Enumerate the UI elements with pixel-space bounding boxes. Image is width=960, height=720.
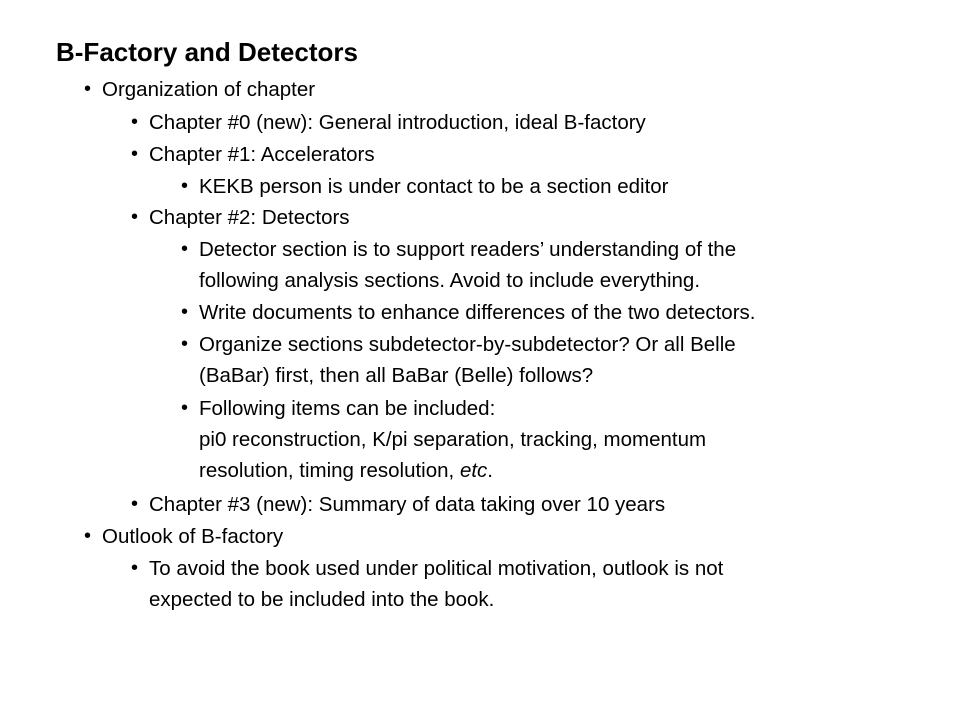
bullet-text: Detector section is to support readers’ understanding of the [199,238,737,261]
bullet-dot-icon: • [131,143,139,165]
bullet-text: To avoid the book used under political motivation, outlook is not [149,557,724,580]
bullet-detector-section [181,234,737,296]
bullet-dot-icon: • [131,111,139,133]
bullet-dot-icon: • [181,238,189,260]
bullet-text-continued: (BaBar) first, then all BaBar (Belle) follows? [199,364,594,387]
bullet-dot-icon: • [181,175,189,197]
bullet-dot-icon: • [131,557,139,579]
bullet-dot-icon: • [181,301,189,323]
bullet-text: Outlook of B-factory [102,525,284,548]
bullet-text: Write documents to enhance differences of the two detectors. [199,301,756,324]
bullet-organization [84,74,316,105]
bullet-text-continued: pi0 reconstruction, K/pi separation, tracking, momentum [199,428,707,451]
bullet-text: Organize sections subdetector-by-subdetector? Or all Belle [199,333,736,356]
bullet-text: Chapter #1: Accelerators [149,143,375,166]
bullet-dot-icon: • [181,333,189,355]
bullet-dot-icon: • [181,397,189,419]
resolution-text: resolution, timing resolution, [199,459,460,482]
bullet-chapter-2 [131,202,350,233]
bullet-chapter-3 [131,489,666,520]
bullet-dot-icon: • [131,493,139,515]
slide-title: B-Factory and Detectors [56,37,358,67]
bullet-text: Chapter #0 (new): General introduction, ideal B-factory [149,111,646,134]
bullet-text: Chapter #3 (new): Summary of data taking over 10 years [149,493,666,516]
bullet-outlook [84,521,284,552]
bullet-write-documents [181,297,756,328]
bullet-avoid-political [131,553,724,615]
bullet-kekb-editor [181,171,669,202]
bullet-text-continued: following analysis sections. Avoid to include everything. [199,269,701,292]
bullet-following-items [181,393,707,486]
bullet-chapter-0 [131,107,646,138]
etc-text: etc [459,459,488,482]
bullet-text: Following items can be included: [199,397,496,420]
bullet-dot-icon: • [84,78,92,100]
bullet-text: Organization of chapter [102,78,316,101]
bullet-chapter-1 [131,139,375,170]
bullet-text: Chapter #2: Detectors [149,206,350,229]
bullet-text-continued [199,455,706,486]
bullet-organize-sections [181,329,736,391]
period-text: . [487,459,493,482]
bullet-dot-icon: • [84,525,92,547]
bullet-text-continued: expected to be included into the book. [149,588,495,611]
bullet-dot-icon: • [131,206,139,228]
bullet-text: KEKB person is under contact to be a section editor [199,175,669,198]
